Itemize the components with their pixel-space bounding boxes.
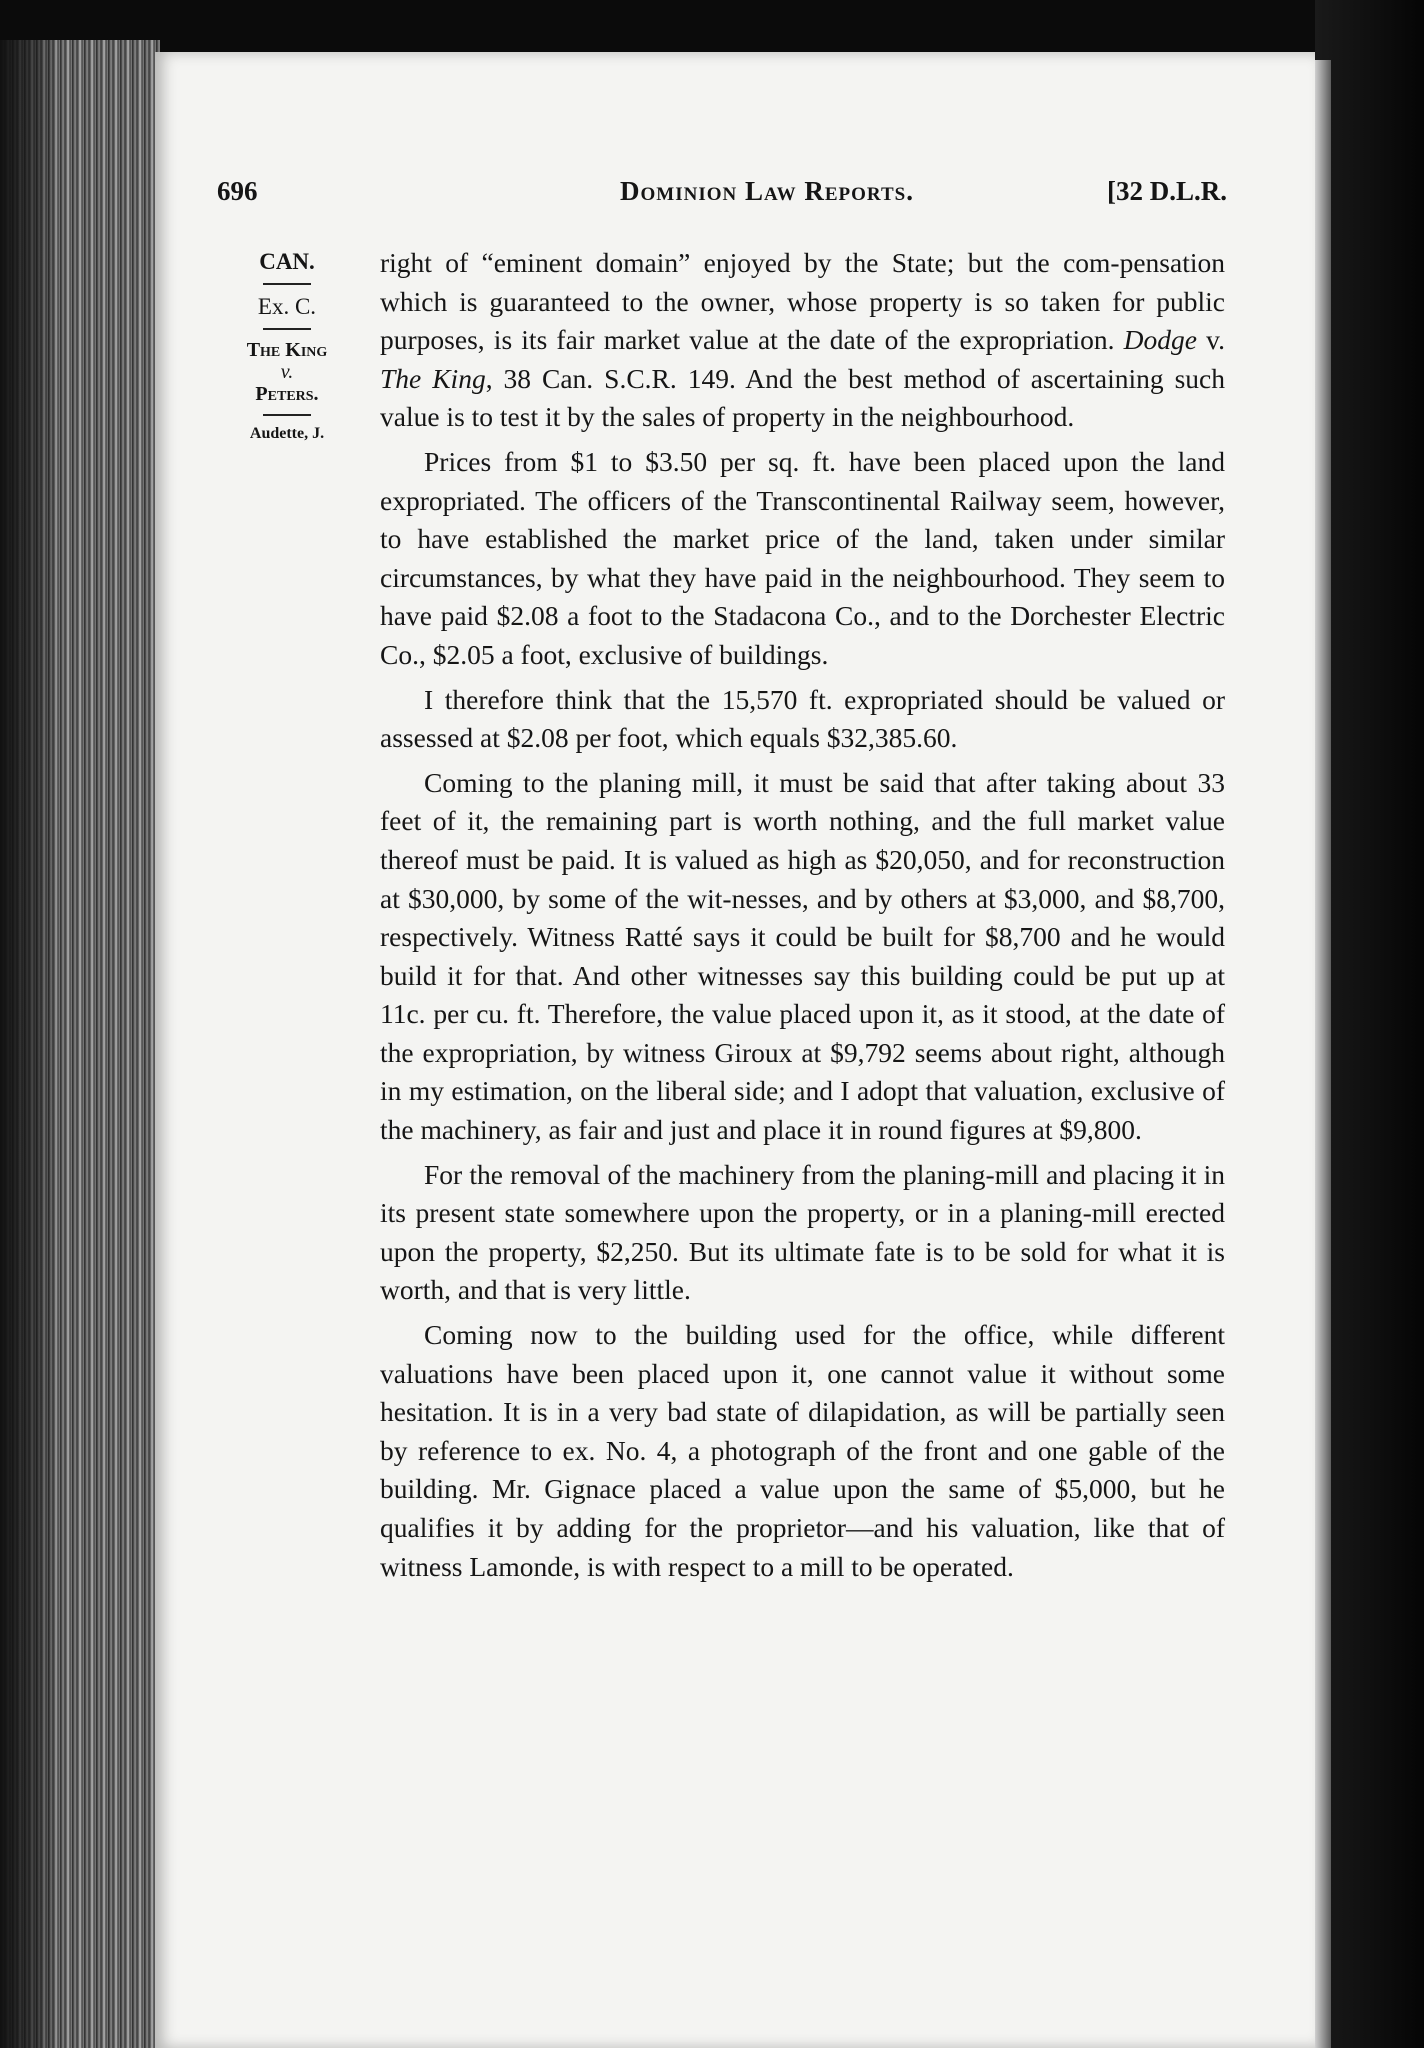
next-page-edge <box>1315 60 1331 2048</box>
paragraph-1-rest: , 38 Can. S.C.R. 149. And the best method of ascertaining such value is to test it by the sales of property in the neighbourhood. <box>380 362 1226 433</box>
paragraph-2: Prices from $1 to $3.50 per sq. ft. have been placed upon the land expropriated. The officers of the Transcontinental Railway seem, however, to have established the market price of the land, taken under similar circumstances, by what they have paid in the neighbourhood. They seem to have paid $2.08 a foot to the Stadacona Co., and to the Dorchester Electric Co., $2.05 a foot, exclusive of buildings. <box>380 445 1225 670</box>
case-versus: v. <box>1197 324 1225 356</box>
book-spine-shadow <box>0 40 60 2048</box>
judgment-text <box>380 244 1225 1592</box>
paragraph-3: I therefore think that the 15,570 ft. expropriated should be valued or assessed at $2.08 per foot, which equals $32,385.60. <box>380 683 1225 754</box>
court-label: CAN. <box>259 249 315 274</box>
paragraph-1-intro: right of “eminent domain” enjoyed by the State; but the com-pensation which is guaranteed to the owner, whose property is so taken for public purposes, is its fair market value at the date of the expropriation. <box>380 247 1225 356</box>
case-name-dodge: Dodge <box>1123 324 1197 356</box>
judge-name: Audette, J. <box>249 425 325 442</box>
margin-divider <box>263 414 311 416</box>
margin-divider <box>263 328 311 330</box>
margin-divider <box>263 283 311 285</box>
case-name-king: The King <box>380 362 486 394</box>
party-plaintiff: The King <box>246 339 328 361</box>
page-number: 696 <box>217 176 258 206</box>
versus-label: v. <box>280 361 294 383</box>
running-title: Dominion Law Reports. <box>620 176 914 206</box>
party-defendant: Peters. <box>255 383 319 405</box>
paragraph-4: Coming to the planing mill, it must be said that after taking about 33 feet of it, the remaining part is worth nothing, and the full market value thereof must be paid. It is valued as high as $20,050, and for reconstruction at $30,000, by some of the wit-nesses, and by others at $3,000, and $8,700, respectively. Witness Ratté says it could be built for $8,700 and he would build it for that. And other witnesses say this building could be put up at 11c. per cu. ft. Therefore, the value placed upon it, as it stood, at the date of the expropriation, by witness Giroux at $9,792 seems about right, although in my estimation, on the liberal side; and I adopt that valuation, exclusive of the machinery, as fair and just and place it in round figures at $9,800. <box>380 766 1225 1146</box>
paragraph-1 <box>380 244 1225 437</box>
scan-background-right <box>1315 0 1424 2048</box>
paragraph-5: For the removal of the machinery from the planing-mill and placing it in its present state somewhere upon the property, or in a planing-mill erected upon the property, $2,250. But its ultimate fate is to be sold for what it is worth, and that is very little. <box>380 1158 1225 1306</box>
running-header <box>217 176 1227 216</box>
volume-reference: [32 D.L.R. <box>1107 176 1227 206</box>
division-label: Ex. C. <box>257 294 317 319</box>
paragraph-6: Coming now to the building used for the office, while different valuations have been placed upon it, one cannot value it without some hesitation. It is in a very bad state of dilapidation, as will be partially seen by reference to ex. No. 4, a photograph of the front and one gable of the building. Mr. Gignace placed a value upon the same of $5,000, but he qualifies it by adding for the proprietor—and his valuation, like that of witness Lamonde, is with respect to a mill to be operated. <box>380 1319 1225 1582</box>
marginal-note <box>222 250 352 442</box>
